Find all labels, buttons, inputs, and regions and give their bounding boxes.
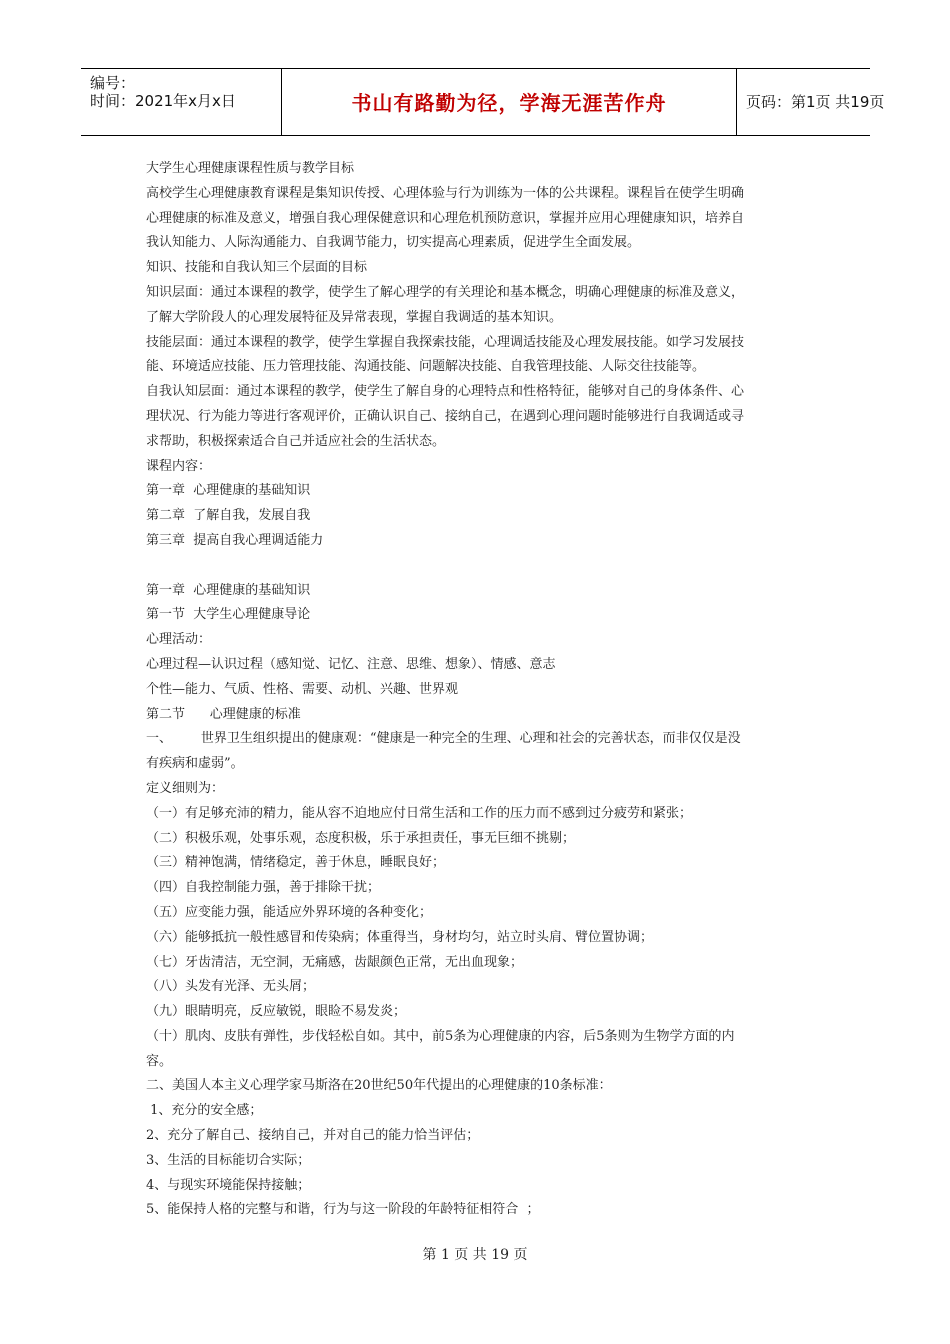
- body-line: 第三章 提高自我心理调适能力: [146, 532, 324, 548]
- body-line: 心理过程—认识过程（感知觉、记忆、注意、思维、想象）、情感、意志: [146, 656, 556, 672]
- body-line: 容。: [146, 1053, 173, 1069]
- document-number-label: 编号：: [90, 74, 136, 92]
- header-page-cell: [737, 69, 885, 135]
- body-line: 心理活动：: [146, 632, 212, 648]
- body-line: 二、美国人本主义心理学家马斯洛在20世纪50年代提出的心理健康的10条标准：: [146, 1078, 612, 1094]
- body-line: 理状况、行为能力等进行客观评价，正确认识自己、接纳自己，在遇到心理问题时能够进行自我调适或寻: [146, 408, 745, 424]
- body-line: 心理健康的标准及意义，增强自我心理保健意识和心理危机预防意识，掌握并应用心理健康知识，培养自: [146, 210, 745, 226]
- body-line: （八）头发有光泽、无头屑；: [146, 979, 316, 995]
- body-line: 知识层面：通过本课程的教学，使学生了解心理学的有关理论和基本概念，明确心理健康的标准及意义，: [146, 284, 745, 300]
- document-time-label: 时间：2021年x月x日: [90, 92, 236, 110]
- body-line: （一）有足够充沛的精力，能从容不迫地应付日常生活和工作的压力而不感到过分疲劳和紧张；: [146, 805, 693, 821]
- body-line: 有疾病和虚弱”。: [146, 756, 244, 772]
- body-line: 自我认知层面：通过本课程的教学，使学生了解自身的心理特点和性格特征，能够对自己的身体条件、心: [146, 384, 745, 400]
- body-line: 求帮助，积极探索适合自己并适应社会的生活状态。: [146, 433, 446, 449]
- body-line: 大学生心理健康课程性质与教学目标: [146, 161, 355, 176]
- body-line: 4、与现实环境能保持接触；: [146, 1177, 311, 1193]
- body-line: 高校学生心理健康教育课程是集知识传授、心理体验与行为训练为一体的公共课程。课程旨在使学生明确: [146, 185, 745, 201]
- body-line: 了解大学阶段人的心理发展特征及异常表现，掌握自我调适的基本知识。: [146, 309, 563, 325]
- body-line: 5、能保持人格的完整与和谐，行为与这一阶段的年龄特征相符合 ；: [146, 1202, 540, 1218]
- body-line: （四）自我控制能力强，善于排除干扰；: [146, 880, 381, 896]
- body-line: 第二节 心理健康的标准: [146, 706, 301, 722]
- body-line: （七）牙齿清洁，无空洞，无痛感，齿龈颜色正常，无出血现象；: [146, 954, 524, 970]
- body-line: 技能层面：通过本课程的教学，使学生掌握自我探索技能，心理调适技能及心理发展技能。如学习发展技: [146, 334, 745, 350]
- body-line: （二）积极乐观，处事乐观，态度积极，乐于承担责任，事无巨细不挑剔；: [146, 830, 576, 846]
- body-line: 2、充分了解自己、接纳自己，并对自己的能力恰当评估；: [146, 1128, 480, 1144]
- body-line: 第一章 心理健康的基础知识: [146, 582, 311, 598]
- body-line: 能、环境适应技能、压力管理技能、沟通技能、问题解决技能、自我管理技能、人际交往技能等。: [146, 359, 706, 375]
- header-motto-cell: [282, 69, 737, 135]
- header-page-info: 页码：第1页 共19页: [746, 93, 885, 111]
- header-motto: 书山有路勤为径，学海无涯苦作舟: [351, 91, 667, 115]
- body-line: 定义细则为：: [146, 780, 225, 796]
- body-line: 第二章 了解自我，发展自我: [146, 508, 311, 524]
- body-line: 1、充分的安全感；: [146, 1103, 263, 1119]
- body-line: 第一节 大学生心理健康导论: [146, 607, 311, 623]
- page-footer: 第 1 页 共 19 页: [422, 1247, 528, 1263]
- body-line: （六）能够抵抗一般性感冒和传染病；体重得当，身材均匀，站立时头肩、臂位置协调；: [146, 929, 654, 945]
- body-line: 一、 世界卫生组织提出的健康观：“健康是一种完全的生理、心理和社会的完善状态，而非仅仅是没: [146, 731, 741, 747]
- page-header: [81, 68, 885, 136]
- body-line: 知识、技能和自我认知三个层面的目标: [146, 260, 368, 276]
- body-line: （三）精神饱满，情绪稳定，善于休息，睡眠良好；: [146, 855, 446, 871]
- body-line: 课程内容：: [146, 458, 212, 474]
- document-body: [146, 157, 810, 1223]
- body-line: （五）应变能力强，能适应外界环境的各种变化；: [146, 904, 433, 920]
- body-line: 个性—能力、气质、性格、需要、动机、兴趣、世界观: [146, 681, 459, 697]
- body-line: 第一章 心理健康的基础知识: [146, 483, 311, 499]
- blank-line: [146, 554, 810, 579]
- body-line: （十）肌肉、皮肤有弹性，步伐轻松自如。其中，前5条为心理健康的内容，后5条则为生物学方面的内: [146, 1028, 735, 1044]
- header-info-cell: [81, 69, 282, 135]
- body-line: 我认知能力、人际沟通能力、自我调节能力，切实提高心理素质，促进学生全面发展。: [146, 235, 641, 251]
- body-line: 3、生活的目标能切合实际；: [146, 1152, 311, 1168]
- body-line: （九）眼睛明亮，反应敏锐，眼睑不易发炎；: [146, 1004, 407, 1020]
